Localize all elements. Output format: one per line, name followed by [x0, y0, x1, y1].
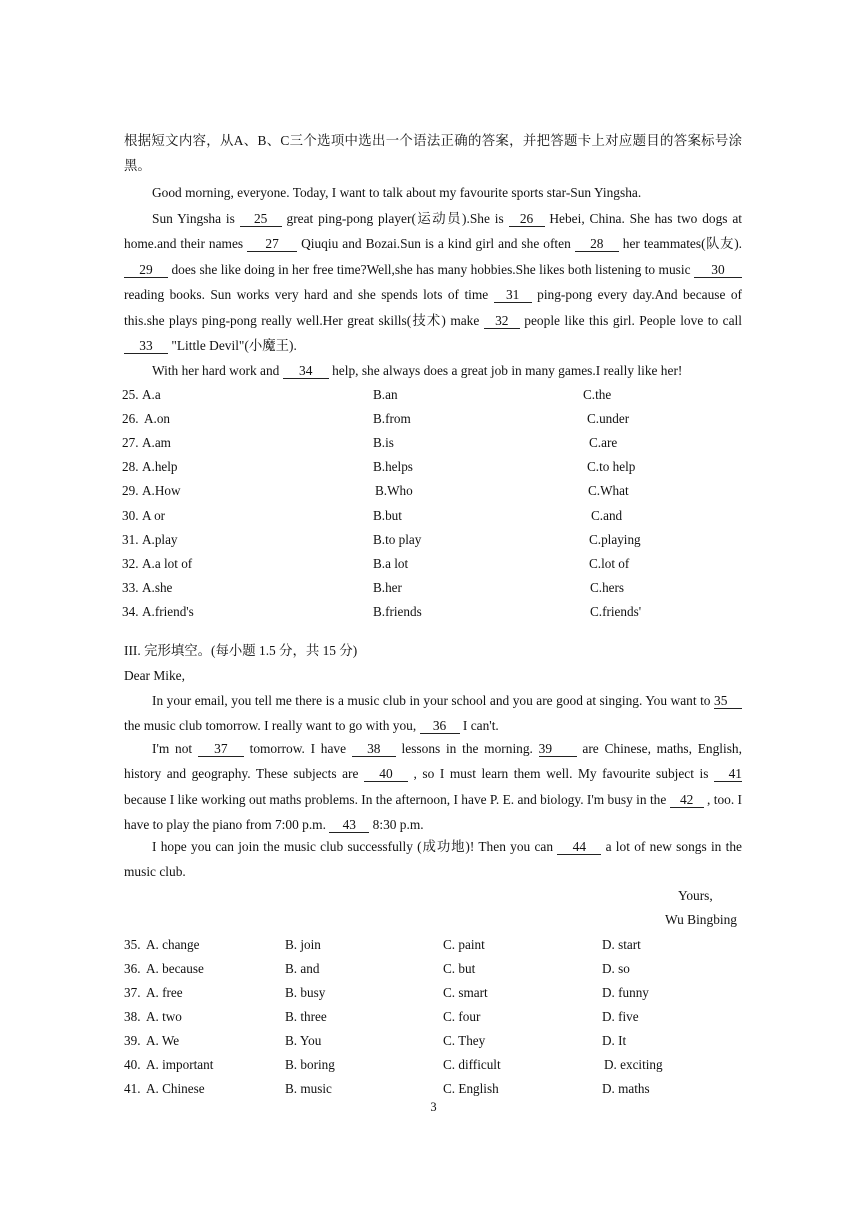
blank-39[interactable]: 39 [539, 741, 577, 757]
option-d[interactable]: D. five [602, 1009, 639, 1024]
option-num: 26. [122, 411, 139, 426]
option-a[interactable]: A. because [146, 961, 204, 976]
option-b[interactable]: B.to play [373, 532, 422, 547]
option-a[interactable]: A. important [146, 1057, 214, 1072]
option-num: 41. [124, 1081, 141, 1096]
option-num: 34. [122, 604, 139, 619]
option-a[interactable]: A.help [142, 459, 178, 474]
blank-44[interactable]: 44 [557, 839, 601, 855]
option-b[interactable]: B. music [285, 1081, 332, 1096]
option-a[interactable]: A.on [144, 411, 171, 426]
option-a[interactable]: A. free [146, 985, 183, 1000]
option-num: 38. [124, 1009, 141, 1024]
option-b[interactable]: B. boring [285, 1057, 335, 1072]
option-num: 31. [122, 532, 139, 547]
passage1-body: Sun Yingsha is 25 great ping-pong player(运动员).She is 26 Hebei, China. She has two dogs at home.and their names 27 Qiuqiu and Bozai.Sun is a kind girl and she often 28 her teammates(队友). 29 does she like doing in her free time?Well,she has many hobbies.She likes both listening to music 30 reading books. Sun works very hard and she spends lots of time 31 ping-pong every day.And because of this.she plays ping-pong really well.Her great skills(技术) make 32 people like this girl. People love to call 33 "Little Devil"(小魔王). [124, 211, 743, 354]
letter-para-1: In your email, you tell me there is a music club in your school and you are good at singing. You want to 35 the music club tomorrow. I really want to go with you, 36 I can't. [124, 688, 742, 739]
option-a[interactable]: A or [142, 508, 166, 523]
option-d[interactable]: D. exciting [604, 1057, 663, 1072]
option-c[interactable]: C. difficult [443, 1057, 501, 1072]
option-c[interactable]: C.lot of [589, 556, 630, 571]
page-number: 3 [430, 1100, 437, 1114]
passage1-intro: Good morning, everyone. Today, I want to talk about my favourite sports star-Sun Yingsha. [152, 185, 642, 200]
option-c[interactable]: C. smart [443, 985, 488, 1000]
option-a[interactable]: A.friend's [142, 604, 194, 619]
option-num: 36. [124, 961, 141, 976]
blank-42[interactable]: 42 [670, 792, 704, 808]
blank-26[interactable]: 26 [509, 211, 545, 227]
option-num: 25. [122, 387, 139, 402]
option-b[interactable]: B. three [285, 1009, 327, 1024]
blank-43[interactable]: 43 [329, 817, 369, 833]
option-b[interactable]: B. join [285, 937, 321, 952]
option-d[interactable]: D. It [602, 1033, 627, 1048]
option-num: 30. [122, 508, 139, 523]
option-b[interactable]: B. busy [285, 985, 326, 1000]
option-b[interactable]: B.Who [375, 483, 413, 498]
option-a[interactable]: A. two [146, 1009, 182, 1024]
option-b[interactable]: B.her [373, 580, 402, 595]
letter-greeting: Dear Mike, [124, 668, 185, 683]
option-c[interactable]: C.playing [589, 532, 641, 547]
option-b[interactable]: B.but [373, 508, 402, 523]
option-c[interactable]: C.under [587, 411, 630, 426]
option-a[interactable]: A. change [146, 937, 200, 952]
option-b[interactable]: B. and [285, 961, 320, 976]
blank-33[interactable]: 33 [124, 338, 168, 354]
blank-27[interactable]: 27 [247, 236, 297, 252]
option-b[interactable]: B.from [373, 411, 411, 426]
passage1-closing: With her hard work and 34 help, she always does a great job in many games.I really like her! [152, 363, 683, 378]
letter-signature: Wu Bingbing [665, 912, 737, 927]
blank-32[interactable]: 32 [484, 313, 520, 329]
blank-34[interactable]: 34 [283, 363, 329, 379]
option-c[interactable]: C. paint [443, 937, 485, 952]
letter-para-2: I'm not 37 tomorrow. I have 38 lessons in the morning. 39 are Chinese, maths, English, history and geography. These subjects are 40 , so I must learn them well. My favourite subject is 41 because I like working out maths problems. In the afternoon, I have P. E. and biology. I'm busy in the 42 , too. I have to play the piano from 7:00 p.m. 43 8:30 p.m. [124, 741, 742, 833]
option-b[interactable]: B. You [285, 1033, 322, 1048]
blank-25[interactable]: 25 [240, 211, 282, 227]
blank-37[interactable]: 37 [198, 741, 244, 757]
option-c[interactable]: C.are [589, 435, 618, 450]
instruction-text: 根据短文内容，从A、B、C三个选项中选出一个语法正确的答案，并把答题卡上对应题目的答案标号涂黑。 [124, 133, 742, 174]
blank-30[interactable]: 30 [694, 262, 742, 278]
option-c[interactable]: C.hers [590, 580, 625, 595]
blank-40[interactable]: 40 [364, 766, 408, 782]
letter-para-3: I hope you can join the music club successfully (成功地)! Then you can 44 a lot of new songs in the music club. [124, 839, 742, 880]
blank-31[interactable]: 31 [494, 287, 532, 303]
option-a[interactable]: A. We [146, 1033, 180, 1048]
option-a[interactable]: A.am [142, 435, 171, 450]
option-a[interactable]: A.How [142, 483, 181, 498]
option-c[interactable]: C. but [443, 961, 476, 976]
option-b[interactable]: B.is [373, 435, 394, 450]
option-a[interactable]: A.a lot of [142, 556, 193, 571]
option-num: 39. [124, 1033, 141, 1048]
option-d[interactable]: D. start [602, 937, 641, 952]
option-c[interactable]: C.and [591, 508, 623, 523]
option-num: 28. [122, 459, 139, 474]
option-d[interactable]: D. maths [602, 1081, 650, 1096]
option-c[interactable]: C.the [583, 387, 612, 402]
option-c[interactable]: C.friends' [590, 604, 642, 619]
option-num: 32. [122, 556, 139, 571]
option-a[interactable]: A.a [142, 387, 161, 402]
blank-38[interactable]: 38 [352, 741, 396, 757]
option-c[interactable]: C.What [588, 483, 629, 498]
option-c[interactable]: C.to help [587, 459, 636, 474]
option-d[interactable]: D. funny [602, 985, 649, 1000]
letter-closing: Yours, [678, 888, 713, 903]
blank-36[interactable]: 36 [420, 718, 460, 734]
section-title: III. 完形填空。(每小题 1.5 分，共 15 分) [124, 643, 358, 658]
option-c[interactable]: C. four [443, 1009, 481, 1024]
option-num: 40. [124, 1057, 141, 1072]
option-c[interactable]: C. English [443, 1081, 499, 1096]
option-a[interactable]: A. Chinese [146, 1081, 205, 1096]
option-b[interactable]: B.a lot [373, 556, 409, 571]
blank-41[interactable]: 41 [714, 766, 742, 782]
option-b[interactable]: B.friends [373, 604, 422, 619]
option-a[interactable]: A.play [142, 532, 178, 547]
option-b[interactable]: B.helps [373, 459, 413, 474]
option-c[interactable]: C. They [443, 1033, 486, 1048]
blank-35[interactable]: 35 [714, 693, 742, 709]
option-num: 37. [124, 985, 141, 1000]
blank-28[interactable]: 28 [575, 236, 619, 252]
option-num: 35. [124, 937, 141, 952]
option-d[interactable]: D. so [602, 961, 630, 976]
option-b[interactable]: B.an [373, 387, 398, 402]
blank-29[interactable]: 29 [124, 262, 168, 278]
option-num: 33. [122, 580, 139, 595]
option-num: 27. [122, 435, 139, 450]
option-num: 29. [122, 483, 139, 498]
option-a[interactable]: A.she [142, 580, 173, 595]
